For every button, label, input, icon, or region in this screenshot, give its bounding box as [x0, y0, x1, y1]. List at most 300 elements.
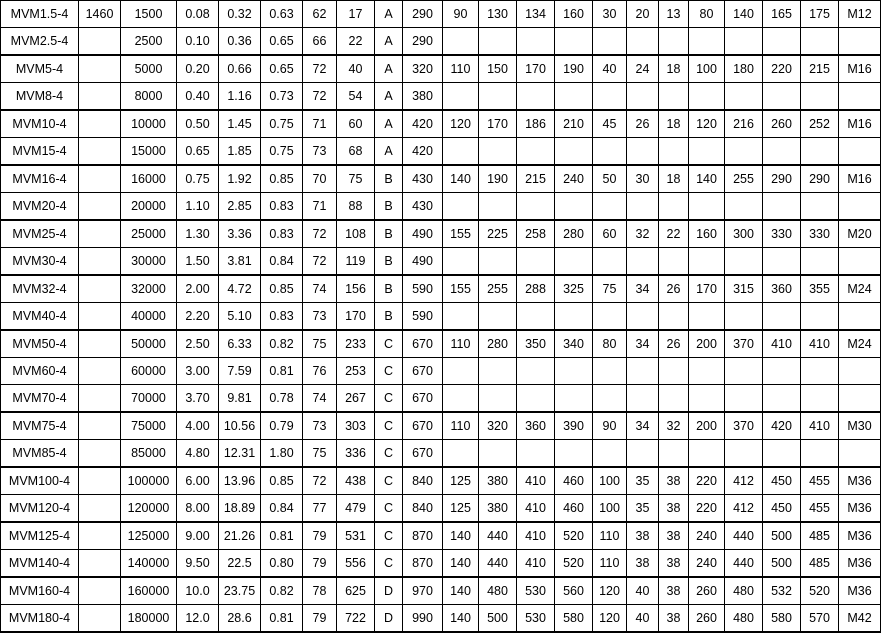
cell-h — [443, 28, 479, 56]
cell-c: 0.85 — [261, 275, 303, 303]
cell-model: MVM180-4 — [1, 605, 79, 633]
cell-s: M36 — [839, 550, 881, 578]
cell-i: 440 — [479, 522, 517, 550]
cell-rpm — [79, 412, 121, 440]
cell-s: M36 — [839, 467, 881, 495]
cell-f: B — [375, 248, 403, 276]
cell-r — [801, 83, 839, 111]
cell-f: C — [375, 495, 403, 523]
cell-g: 990 — [403, 605, 443, 633]
cell-m — [627, 248, 659, 276]
cell-k: 460 — [555, 467, 593, 495]
cell-f: C — [375, 330, 403, 358]
cell-rpm — [79, 303, 121, 331]
cell-m — [627, 83, 659, 111]
cell-l: 110 — [593, 550, 627, 578]
cell-b: 6.33 — [219, 330, 261, 358]
cell-e: 156 — [337, 275, 375, 303]
cell-k: 460 — [555, 495, 593, 523]
cell-k: 560 — [555, 577, 593, 605]
cell-a: 1.50 — [177, 248, 219, 276]
cell-k: 520 — [555, 522, 593, 550]
cell-r: 410 — [801, 330, 839, 358]
cell-e: 108 — [337, 220, 375, 248]
cell-h: 140 — [443, 577, 479, 605]
cell-g: 420 — [403, 110, 443, 138]
cell-o: 200 — [689, 330, 725, 358]
cell-l: 40 — [593, 55, 627, 83]
cell-l: 75 — [593, 275, 627, 303]
cell-model: MVM100-4 — [1, 467, 79, 495]
cell-j — [517, 303, 555, 331]
cell-torque: 140000 — [121, 550, 177, 578]
cell-p — [725, 193, 763, 221]
cell-torque: 32000 — [121, 275, 177, 303]
cell-b: 0.36 — [219, 28, 261, 56]
cell-q: 290 — [763, 165, 801, 193]
cell-g: 420 — [403, 138, 443, 166]
cell-e: 54 — [337, 83, 375, 111]
cell-i: 500 — [479, 605, 517, 633]
table-row — [1, 55, 881, 83]
cell-c: 0.81 — [261, 605, 303, 633]
cell-s: M24 — [839, 275, 881, 303]
cell-n — [659, 193, 689, 221]
cell-r: 520 — [801, 577, 839, 605]
cell-rpm — [79, 275, 121, 303]
cell-f: C — [375, 412, 403, 440]
cell-rpm — [79, 28, 121, 56]
cell-h: 125 — [443, 495, 479, 523]
cell-k: 520 — [555, 550, 593, 578]
cell-f: C — [375, 522, 403, 550]
cell-rpm — [79, 385, 121, 413]
cell-n: 38 — [659, 522, 689, 550]
cell-h: 120 — [443, 110, 479, 138]
cell-q: 500 — [763, 550, 801, 578]
cell-s: M16 — [839, 55, 881, 83]
cell-n — [659, 303, 689, 331]
cell-model: MVM10-4 — [1, 110, 79, 138]
table-row — [1, 193, 881, 221]
cell-a: 0.65 — [177, 138, 219, 166]
cell-torque: 30000 — [121, 248, 177, 276]
cell-k — [555, 28, 593, 56]
cell-q: 532 — [763, 577, 801, 605]
cell-a: 2.00 — [177, 275, 219, 303]
cell-torque: 70000 — [121, 385, 177, 413]
cell-k: 190 — [555, 55, 593, 83]
cell-n: 26 — [659, 275, 689, 303]
cell-p: 180 — [725, 55, 763, 83]
cell-f: A — [375, 55, 403, 83]
cell-d: 75 — [303, 330, 337, 358]
cell-g: 670 — [403, 385, 443, 413]
cell-j — [517, 28, 555, 56]
cell-d: 71 — [303, 193, 337, 221]
cell-torque: 1500 — [121, 1, 177, 28]
cell-model: MVM75-4 — [1, 412, 79, 440]
cell-h: 155 — [443, 275, 479, 303]
cell-o: 160 — [689, 220, 725, 248]
cell-b: 1.16 — [219, 83, 261, 111]
table-row — [1, 605, 881, 633]
cell-e: 60 — [337, 110, 375, 138]
cell-e: 40 — [337, 55, 375, 83]
cell-a: 6.00 — [177, 467, 219, 495]
cell-o — [689, 358, 725, 385]
cell-m: 35 — [627, 467, 659, 495]
cell-n — [659, 28, 689, 56]
table-row — [1, 220, 881, 248]
cell-d: 70 — [303, 165, 337, 193]
table-row — [1, 275, 881, 303]
cell-i: 150 — [479, 55, 517, 83]
cell-i: 380 — [479, 467, 517, 495]
cell-r — [801, 385, 839, 413]
table-row — [1, 1, 881, 28]
cell-q — [763, 440, 801, 468]
cell-b: 5.10 — [219, 303, 261, 331]
cell-q — [763, 358, 801, 385]
cell-r: 330 — [801, 220, 839, 248]
cell-b: 28.6 — [219, 605, 261, 633]
cell-s — [839, 193, 881, 221]
cell-b: 1.85 — [219, 138, 261, 166]
cell-q — [763, 193, 801, 221]
cell-m: 34 — [627, 412, 659, 440]
cell-j: 215 — [517, 165, 555, 193]
cell-k: 340 — [555, 330, 593, 358]
cell-j: 410 — [517, 522, 555, 550]
cell-k — [555, 138, 593, 166]
cell-s — [839, 303, 881, 331]
cell-m — [627, 358, 659, 385]
cell-torque: 75000 — [121, 412, 177, 440]
cell-torque: 60000 — [121, 358, 177, 385]
cell-o: 120 — [689, 110, 725, 138]
cell-a: 0.40 — [177, 83, 219, 111]
cell-l — [593, 28, 627, 56]
cell-b: 0.32 — [219, 1, 261, 28]
cell-r: 485 — [801, 550, 839, 578]
cell-q: 450 — [763, 495, 801, 523]
table-row — [1, 138, 881, 166]
cell-c: 0.63 — [261, 1, 303, 28]
cell-p — [725, 28, 763, 56]
cell-i: 320 — [479, 412, 517, 440]
table-row — [1, 385, 881, 413]
cell-p: 440 — [725, 550, 763, 578]
cell-n: 38 — [659, 577, 689, 605]
cell-g: 670 — [403, 330, 443, 358]
cell-s: M16 — [839, 110, 881, 138]
cell-d: 73 — [303, 303, 337, 331]
cell-g: 490 — [403, 248, 443, 276]
cell-o: 200 — [689, 412, 725, 440]
cell-r: 355 — [801, 275, 839, 303]
cell-rpm — [79, 110, 121, 138]
cell-r — [801, 193, 839, 221]
cell-rpm — [79, 165, 121, 193]
cell-h — [443, 248, 479, 276]
cell-c: 0.81 — [261, 358, 303, 385]
cell-n: 18 — [659, 110, 689, 138]
cell-r: 485 — [801, 522, 839, 550]
cell-q: 220 — [763, 55, 801, 83]
cell-c: 0.83 — [261, 193, 303, 221]
cell-d: 72 — [303, 467, 337, 495]
cell-rpm — [79, 550, 121, 578]
cell-g: 870 — [403, 550, 443, 578]
cell-p: 480 — [725, 605, 763, 633]
cell-s: M42 — [839, 605, 881, 633]
cell-j: 170 — [517, 55, 555, 83]
cell-b: 13.96 — [219, 467, 261, 495]
cell-i: 380 — [479, 495, 517, 523]
cell-rpm — [79, 467, 121, 495]
cell-c: 0.84 — [261, 495, 303, 523]
cell-j — [517, 385, 555, 413]
cell-o — [689, 193, 725, 221]
cell-torque: 85000 — [121, 440, 177, 468]
cell-e: 303 — [337, 412, 375, 440]
cell-s — [839, 358, 881, 385]
cell-j — [517, 248, 555, 276]
cell-p — [725, 358, 763, 385]
cell-j: 134 — [517, 1, 555, 28]
cell-l: 50 — [593, 165, 627, 193]
cell-f: D — [375, 605, 403, 633]
cell-r: 410 — [801, 412, 839, 440]
cell-m: 40 — [627, 605, 659, 633]
cell-torque: 20000 — [121, 193, 177, 221]
cell-e: 438 — [337, 467, 375, 495]
cell-h — [443, 138, 479, 166]
cell-n: 38 — [659, 605, 689, 633]
cell-k — [555, 358, 593, 385]
cell-s: M36 — [839, 577, 881, 605]
cell-a: 8.00 — [177, 495, 219, 523]
cell-p: 300 — [725, 220, 763, 248]
cell-torque: 125000 — [121, 522, 177, 550]
cell-torque: 40000 — [121, 303, 177, 331]
cell-q: 420 — [763, 412, 801, 440]
cell-k — [555, 83, 593, 111]
cell-a: 2.50 — [177, 330, 219, 358]
cell-k — [555, 385, 593, 413]
cell-n — [659, 440, 689, 468]
cell-o: 220 — [689, 467, 725, 495]
cell-m — [627, 385, 659, 413]
cell-j: 530 — [517, 577, 555, 605]
cell-model: MVM40-4 — [1, 303, 79, 331]
cell-n: 22 — [659, 220, 689, 248]
cell-d: 79 — [303, 550, 337, 578]
cell-j — [517, 440, 555, 468]
cell-d: 76 — [303, 358, 337, 385]
cell-r: 570 — [801, 605, 839, 633]
cell-c: 0.82 — [261, 330, 303, 358]
cell-model: MVM30-4 — [1, 248, 79, 276]
cell-o: 240 — [689, 522, 725, 550]
cell-model: MVM1.5-4 — [1, 1, 79, 28]
cell-model: MVM140-4 — [1, 550, 79, 578]
cell-l: 120 — [593, 577, 627, 605]
cell-a: 0.10 — [177, 28, 219, 56]
cell-c: 0.81 — [261, 522, 303, 550]
cell-n: 18 — [659, 55, 689, 83]
cell-q — [763, 303, 801, 331]
cell-n: 26 — [659, 330, 689, 358]
cell-e: 625 — [337, 577, 375, 605]
cell-i — [479, 193, 517, 221]
cell-f: D — [375, 577, 403, 605]
cell-s: M12 — [839, 1, 881, 28]
cell-o: 220 — [689, 495, 725, 523]
cell-l: 120 — [593, 605, 627, 633]
cell-d: 73 — [303, 412, 337, 440]
cell-n — [659, 138, 689, 166]
cell-rpm — [79, 522, 121, 550]
cell-j: 410 — [517, 467, 555, 495]
cell-q: 450 — [763, 467, 801, 495]
cell-f: C — [375, 440, 403, 468]
cell-h: 140 — [443, 550, 479, 578]
cell-p — [725, 440, 763, 468]
cell-p — [725, 303, 763, 331]
cell-n — [659, 83, 689, 111]
cell-f: C — [375, 358, 403, 385]
cell-o: 140 — [689, 165, 725, 193]
table-row — [1, 248, 881, 276]
cell-r — [801, 303, 839, 331]
cell-e: 170 — [337, 303, 375, 331]
cell-rpm — [79, 440, 121, 468]
cell-i: 280 — [479, 330, 517, 358]
cell-j — [517, 358, 555, 385]
cell-p: 480 — [725, 577, 763, 605]
cell-o — [689, 138, 725, 166]
cell-d: 74 — [303, 275, 337, 303]
cell-h — [443, 303, 479, 331]
cell-f: B — [375, 275, 403, 303]
cell-m: 32 — [627, 220, 659, 248]
cell-b: 0.66 — [219, 55, 261, 83]
cell-a: 12.0 — [177, 605, 219, 633]
cell-p: 140 — [725, 1, 763, 28]
cell-a: 3.00 — [177, 358, 219, 385]
cell-model: MVM2.5-4 — [1, 28, 79, 56]
cell-h: 140 — [443, 165, 479, 193]
cell-e: 88 — [337, 193, 375, 221]
cell-h: 110 — [443, 55, 479, 83]
cell-l: 60 — [593, 220, 627, 248]
cell-rpm — [79, 83, 121, 111]
table-row — [1, 110, 881, 138]
cell-c: 0.73 — [261, 83, 303, 111]
cell-s: M36 — [839, 495, 881, 523]
cell-q: 165 — [763, 1, 801, 28]
cell-j: 258 — [517, 220, 555, 248]
cell-f: C — [375, 550, 403, 578]
cell-model: MVM5-4 — [1, 55, 79, 83]
cell-rpm — [79, 220, 121, 248]
cell-f: B — [375, 303, 403, 331]
cell-f: B — [375, 220, 403, 248]
cell-h — [443, 193, 479, 221]
cell-torque: 16000 — [121, 165, 177, 193]
cell-a: 4.80 — [177, 440, 219, 468]
cell-r: 455 — [801, 495, 839, 523]
cell-model: MVM15-4 — [1, 138, 79, 166]
cell-i: 130 — [479, 1, 517, 28]
cell-torque: 180000 — [121, 605, 177, 633]
cell-r — [801, 358, 839, 385]
cell-q: 330 — [763, 220, 801, 248]
cell-g: 870 — [403, 522, 443, 550]
cell-p — [725, 385, 763, 413]
table-row — [1, 440, 881, 468]
cell-f: A — [375, 1, 403, 28]
cell-j — [517, 83, 555, 111]
cell-b: 10.56 — [219, 412, 261, 440]
cell-a: 10.0 — [177, 577, 219, 605]
cell-c: 0.84 — [261, 248, 303, 276]
cell-l: 45 — [593, 110, 627, 138]
cell-l: 30 — [593, 1, 627, 28]
cell-a: 0.50 — [177, 110, 219, 138]
cell-m: 38 — [627, 522, 659, 550]
cell-o — [689, 83, 725, 111]
cell-n: 38 — [659, 495, 689, 523]
cell-n: 18 — [659, 165, 689, 193]
cell-b: 22.5 — [219, 550, 261, 578]
cell-e: 233 — [337, 330, 375, 358]
cell-e: 75 — [337, 165, 375, 193]
cell-p: 412 — [725, 467, 763, 495]
cell-c: 0.78 — [261, 385, 303, 413]
cell-s — [839, 385, 881, 413]
cell-rpm — [79, 495, 121, 523]
cell-m: 40 — [627, 577, 659, 605]
cell-r: 215 — [801, 55, 839, 83]
cell-k — [555, 193, 593, 221]
cell-j: 186 — [517, 110, 555, 138]
cell-n: 38 — [659, 467, 689, 495]
cell-a: 4.00 — [177, 412, 219, 440]
cell-g: 380 — [403, 83, 443, 111]
cell-b: 18.89 — [219, 495, 261, 523]
cell-b: 3.36 — [219, 220, 261, 248]
cell-model: MVM8-4 — [1, 83, 79, 111]
cell-q: 410 — [763, 330, 801, 358]
cell-k — [555, 303, 593, 331]
cell-g: 670 — [403, 412, 443, 440]
cell-q — [763, 138, 801, 166]
cell-h: 155 — [443, 220, 479, 248]
cell-b: 9.81 — [219, 385, 261, 413]
table-row — [1, 28, 881, 56]
cell-model: MVM16-4 — [1, 165, 79, 193]
cell-h: 110 — [443, 412, 479, 440]
cell-torque: 120000 — [121, 495, 177, 523]
cell-l — [593, 193, 627, 221]
cell-b: 7.59 — [219, 358, 261, 385]
cell-g: 290 — [403, 1, 443, 28]
cell-o — [689, 28, 725, 56]
cell-k: 210 — [555, 110, 593, 138]
